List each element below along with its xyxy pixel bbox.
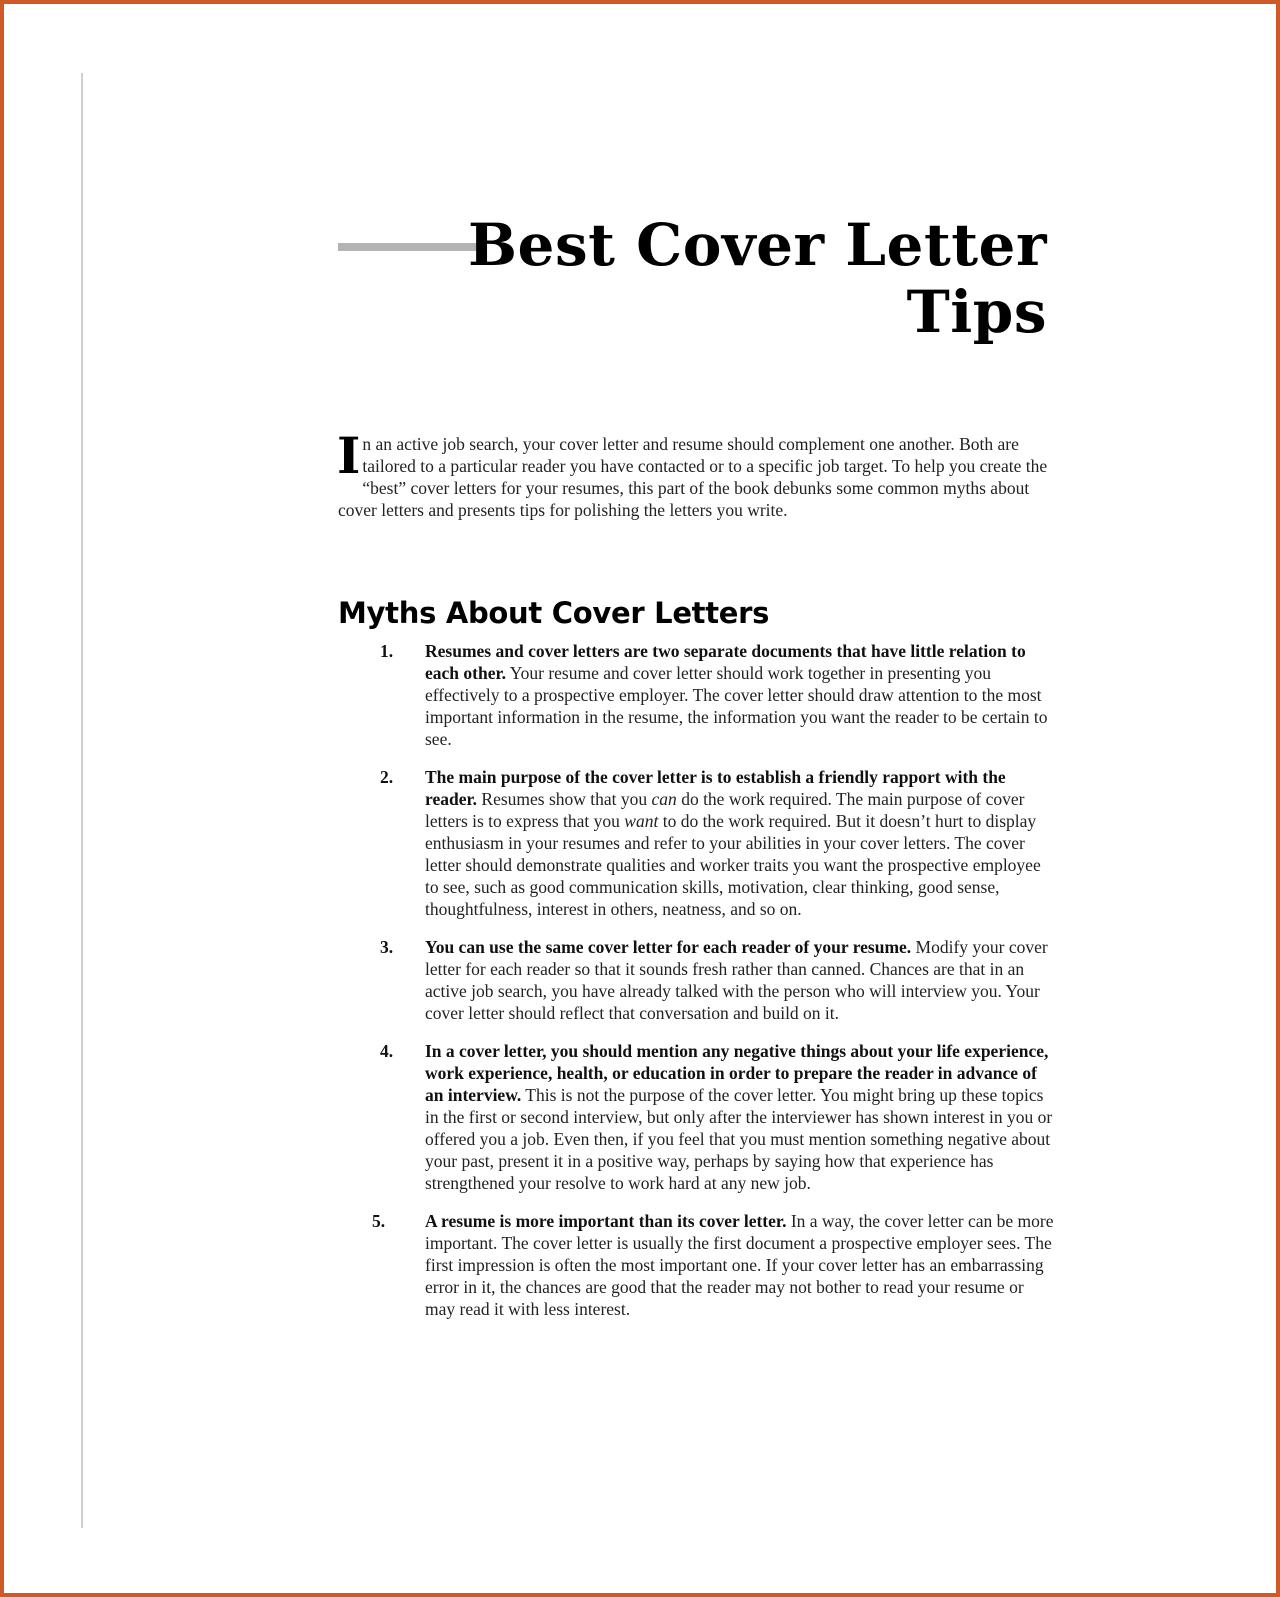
list-item (338, 1210, 1056, 1320)
item-number: 3. (380, 937, 394, 957)
myth-explanation: In a way, the cover letter can be more important. The cover letter is usually the first document a prospective employer sees. The first impression is often the most important one. If your cover letter has an embarrassing error in it, the chances are good that the reader may not bother to read your resume or may read it with less interest. (425, 1211, 1054, 1319)
item-number: 2. (380, 767, 394, 787)
myth-explanation: Resumes show that you (477, 789, 652, 809)
myth-explanation-mid: do the work required. The main purpose of cover letters is to express that you (425, 789, 1025, 831)
intro-paragraph (337, 426, 1056, 521)
section-heading: Myths About Cover Letters (338, 596, 770, 630)
title-accent-bar (338, 243, 483, 251)
page-title-line-2: Tips (906, 278, 1047, 346)
page-title-line-1: Best Cover Letter (468, 211, 1047, 279)
page-title (468, 212, 1047, 346)
item-number: 4. (380, 1041, 394, 1061)
myths-list (338, 640, 1056, 1336)
drop-cap: I (337, 426, 361, 485)
margin-rule (81, 73, 83, 1528)
item-number: 1. (380, 641, 394, 661)
myth-statement: The main purpose of the cover letter is to establish a friendly rapport with the reader. (425, 767, 1006, 809)
myth-explanation: This is not the purpose of the cover letter. You might bring up these topics in the first or second interview, but only after the interviewer has shown interest in you or offered you a job. Even then, if you feel that you must mention something negative about your past, present it in a positive way, perhaps by saying how that experience has strengthened your resolve to work hard at any new job. (425, 1085, 1053, 1193)
myth-statement: Resumes and cover letters are two separate documents that have little relation to each other. (425, 641, 1026, 683)
emphasis-want: want (624, 811, 659, 831)
myth-explanation: Modify your cover letter for each reader so that it sounds fresh rather than canned. Chances are that in an active job search, you have already talked with the person who will interview you. Your cover letter should reflect that conversation and build on it. (425, 937, 1048, 1023)
intro-text: n an active job search, your cover letter and resume should complement one another. Both are tailored to a particular reader you have contacted or to a specific job target. To help you create the “best” cover letters for your resumes, this part of the book debunks some common myths about cover letters and presents tips for polishing the letters you write. (338, 434, 1048, 520)
myth-explanation: Your resume and cover letter should work together in presenting you effectively to a prospective employer. The cover letter should draw attention to the most important information in the resume, the information you want the reader to be certain to see. (425, 663, 1048, 749)
list-item (338, 766, 1056, 920)
myth-statement: A resume is more important than its cover letter. (425, 1211, 787, 1231)
list-item (338, 640, 1056, 750)
list-item (338, 1040, 1056, 1194)
item-number: 5. (372, 1211, 386, 1231)
myth-statement: In a cover letter, you should mention any negative things about your life experience, work experience, health, or education in order to prepare the reader in advance of an interview. (425, 1041, 1049, 1105)
myth-statement: You can use the same cover letter for each reader of your resume. (425, 937, 912, 957)
myth-explanation-end: to do the work required. But it doesn’t hurt to display enthusiasm in your resumes and refer to your abilities in your cover letters. The cover letter should demonstrate qualities and worker traits you want the prospective employee to see, such as good communication skills, motivation, clear thinking, good sense, thoughtfulness, interest in others, neatness, and so on. (425, 811, 1041, 919)
emphasis-can: can (651, 789, 677, 809)
list-item (338, 936, 1056, 1024)
